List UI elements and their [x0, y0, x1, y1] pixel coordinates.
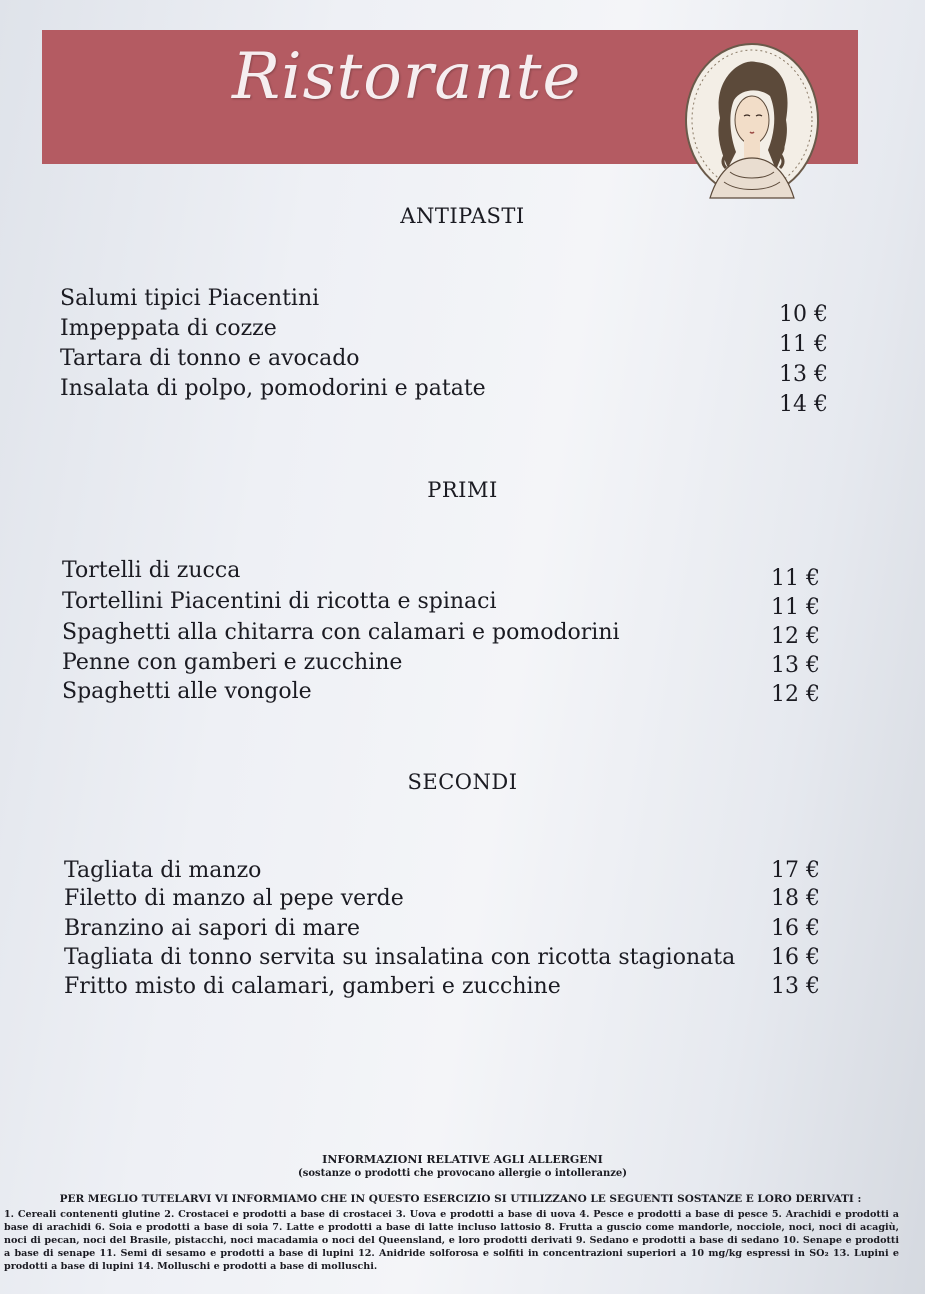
menu-item-price: 12 €	[771, 682, 820, 707]
menu-item-name: Insalata di polpo, pomodorini e patate	[60, 376, 486, 401]
menu-item-price: 11 €	[771, 566, 820, 591]
menu-item	[0, 558, 925, 591]
menu-item-name: Spaghetti alla chitarra con calamari e pomodorini	[62, 620, 620, 645]
menu-item-price: 16 €	[771, 945, 820, 970]
menu-item-price: 18 €	[771, 886, 820, 911]
menu-item-name: Penne con gamberi e zucchine	[62, 650, 403, 675]
menu-item-name: Fritto misto di calamari, gamberi e zucchine	[64, 974, 561, 999]
menu-item-price: 13 €	[771, 974, 820, 999]
allergen-list: 1. Cereali contenenti glutine 2. Crostacei e prodotti a base di crostacei 3. Uova e prodotti a base di uova 4. Pesce e prodotti a base di pesce 5. Arachidi e prodotti a base di arachidi 6. Soia e prodotti a base di soia 7. Latte e prodotti a base di latte incluso lattosio 8. Frutta a guscio come mandorle, nocciole, noci, noci di acagiù, noci di pecan, noci del Brasile, pistacchi, noci macadamia o noci del Queensland, e loro prodotti derivati 9. Sedano e prodotti a base di sedano 10. Senape e prodotti a base di senape 11. Semi di sesamo e prodotti a base di lupini 12. Anidride solforosa e solfiti in concentrazioni superiori a 10 mg/kg espressi in SO₂ 13. Lupini e prodotti a base di lupini 14. Molluschi e prodotti a base di molluschi.	[4, 1209, 899, 1272]
menu-item	[0, 679, 925, 709]
menu-item	[0, 316, 925, 357]
menu-item	[0, 974, 925, 1004]
menu-item-price: 11 €	[771, 595, 820, 620]
menu-item	[0, 620, 925, 650]
menu-item	[0, 945, 925, 975]
menu-item-name: Branzino ai sapori di mare	[64, 916, 361, 941]
menu-item-name: Filetto di manzo al pepe verde	[64, 886, 404, 911]
menu-item	[0, 589, 925, 619]
section-title-antipasti: ANTIPASTI	[400, 204, 525, 228]
menu-item-name: Tortellini Piacentini di ricotta e spinaci	[62, 589, 497, 614]
menu-item-name: Spaghetti alle vongole	[62, 679, 312, 704]
menu-item-price: 13 €	[779, 362, 828, 387]
menu-item	[0, 376, 925, 417]
menu-item-price: 16 €	[771, 916, 820, 941]
allergen-info-title: INFORMAZIONI RELATIVE AGLI ALLERGENI	[322, 1153, 603, 1166]
restaurant-title: Ristorante	[232, 40, 582, 114]
menu-item-name: Tagliata di tonno servita su insalatina con ricotta stagionata	[64, 945, 736, 970]
menu-item	[0, 916, 925, 946]
section-title-primi: PRIMI	[427, 478, 498, 502]
menu-item-price: 12 €	[771, 624, 820, 649]
menu-item-name: Tartara di tonno e avocado	[60, 346, 360, 371]
menu-item-name: Impeppata di cozze	[60, 316, 277, 341]
menu-item-price: 14 €	[779, 392, 828, 417]
menu-item	[0, 858, 925, 888]
menu-item-name: Salumi tipici Piacentini	[60, 286, 320, 311]
menu-item-price: 13 €	[771, 653, 820, 678]
menu-item-price: 17 €	[771, 858, 820, 883]
menu-item	[0, 886, 925, 916]
menu-item-price: 11 €	[779, 332, 828, 357]
allergen-info-subtitle: (sostanze o prodotti che provocano allergie o intolleranze)	[297, 1168, 628, 1179]
allergen-intro: PER MEGLIO TUTELARVI VI INFORMIAMO CHE IN QUESTO ESERCIZIO SI UTILIZZANO LE SEGUENTI SOSTANZE E LORO DERIVATI :	[59, 1193, 862, 1205]
menu-item	[0, 286, 925, 327]
menu-item-price: 10 €	[779, 302, 828, 327]
menu-item-name: Tagliata di manzo	[64, 858, 262, 883]
menu-item-name: Tortelli di zucca	[62, 558, 241, 583]
section-title-secondi: SECONDI	[407, 770, 518, 794]
woman-portrait-logo	[680, 40, 825, 210]
menu-item	[0, 346, 925, 387]
menu-item	[0, 650, 925, 680]
